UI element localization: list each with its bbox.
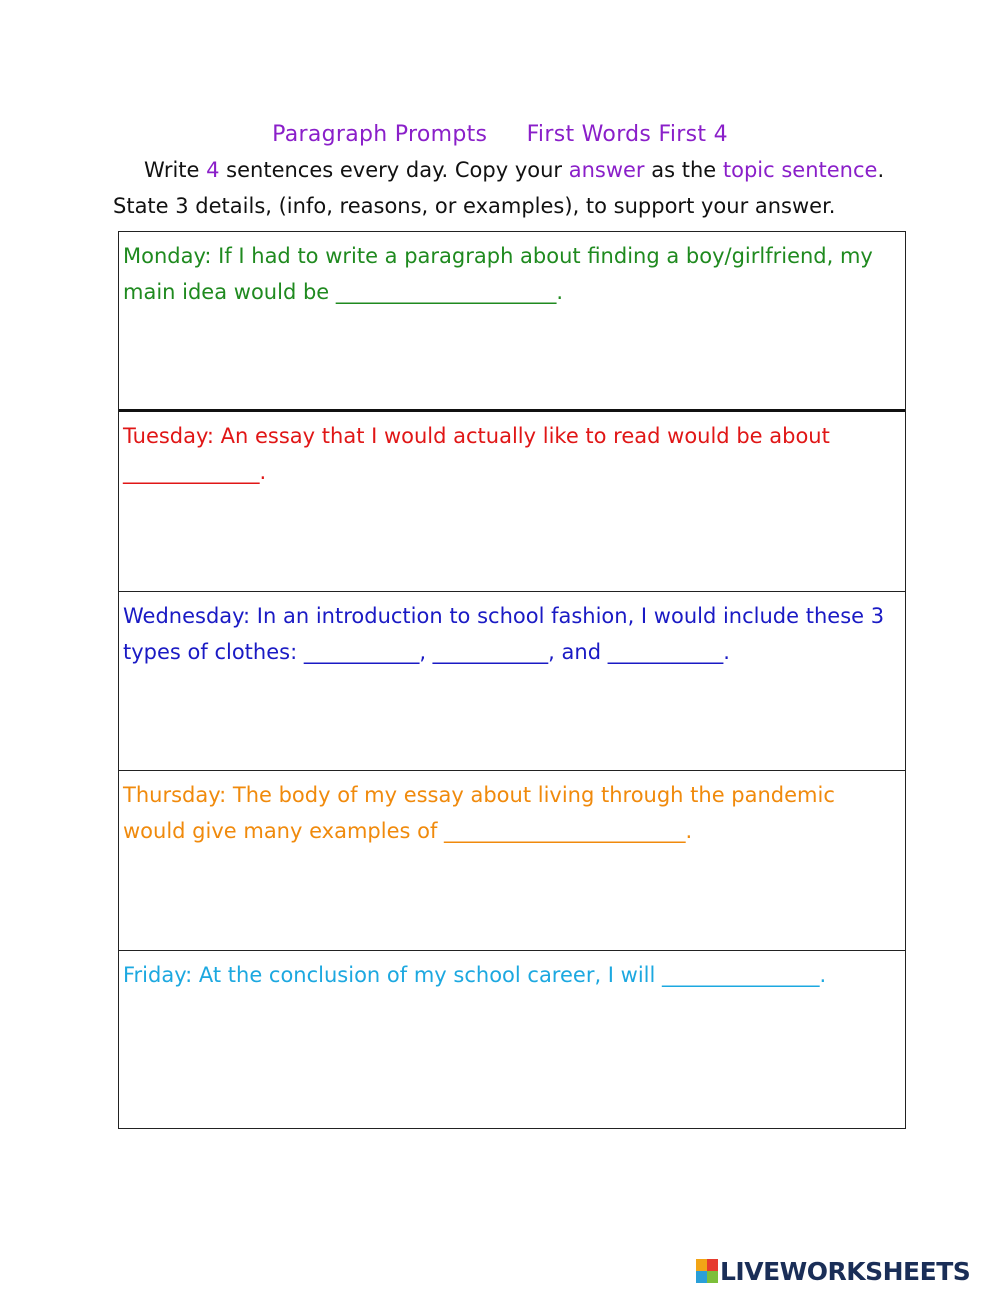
prompt-cell-tuesday[interactable] xyxy=(119,412,905,592)
title-left: Paragraph Prompts xyxy=(272,122,488,147)
instr-text-b: sentences every day. Copy your xyxy=(219,158,569,182)
prompt-cell-friday[interactable] xyxy=(119,951,905,1128)
worksheet-title xyxy=(0,122,1000,147)
liveworksheets-logo-icon xyxy=(696,1259,718,1283)
title-right: First Words First 4 xyxy=(526,122,728,147)
prompt-text-friday: Friday: At the conclusion of my school career, I will _______________. xyxy=(123,963,827,987)
logo-text: LIVEWORKSHEETS xyxy=(720,1256,971,1286)
prompt-table xyxy=(118,231,906,1129)
prompt-cell-thursday[interactable] xyxy=(119,771,905,951)
instr-text-d: . xyxy=(877,158,885,182)
prompt-cell-monday[interactable] xyxy=(119,232,905,412)
prompt-text-wednesday: Wednesday: In an introduction to school fashion, I would include these 3 types of clothes: ___________, ___________, and ___________. xyxy=(123,604,885,664)
instr-text-c: as the xyxy=(644,158,723,182)
prompt-cell-wednesday[interactable] xyxy=(119,592,905,771)
instruction-line-2: State 3 details, (info, reasons, or examples), to support your answer. xyxy=(113,194,836,218)
prompt-text-thursday: Thursday: The body of my essay about living through the pandemic would give many examples of _______________________. xyxy=(123,783,835,843)
liveworksheets-logo[interactable] xyxy=(696,1255,970,1287)
instr-text-a: Write xyxy=(144,158,207,182)
prompt-text-monday: Monday: If I had to write a paragraph about finding a boy/girlfriend, my main idea would be _____________________. xyxy=(123,244,873,304)
instr-topic-word: topic sentence xyxy=(722,158,878,182)
instruction-line-1 xyxy=(0,158,1000,182)
instr-count: 4 xyxy=(206,158,220,182)
instr-answer-word: answer xyxy=(568,158,645,182)
prompt-text-tuesday: Tuesday: An essay that I would actually like to read would be about _____________. xyxy=(123,424,830,484)
